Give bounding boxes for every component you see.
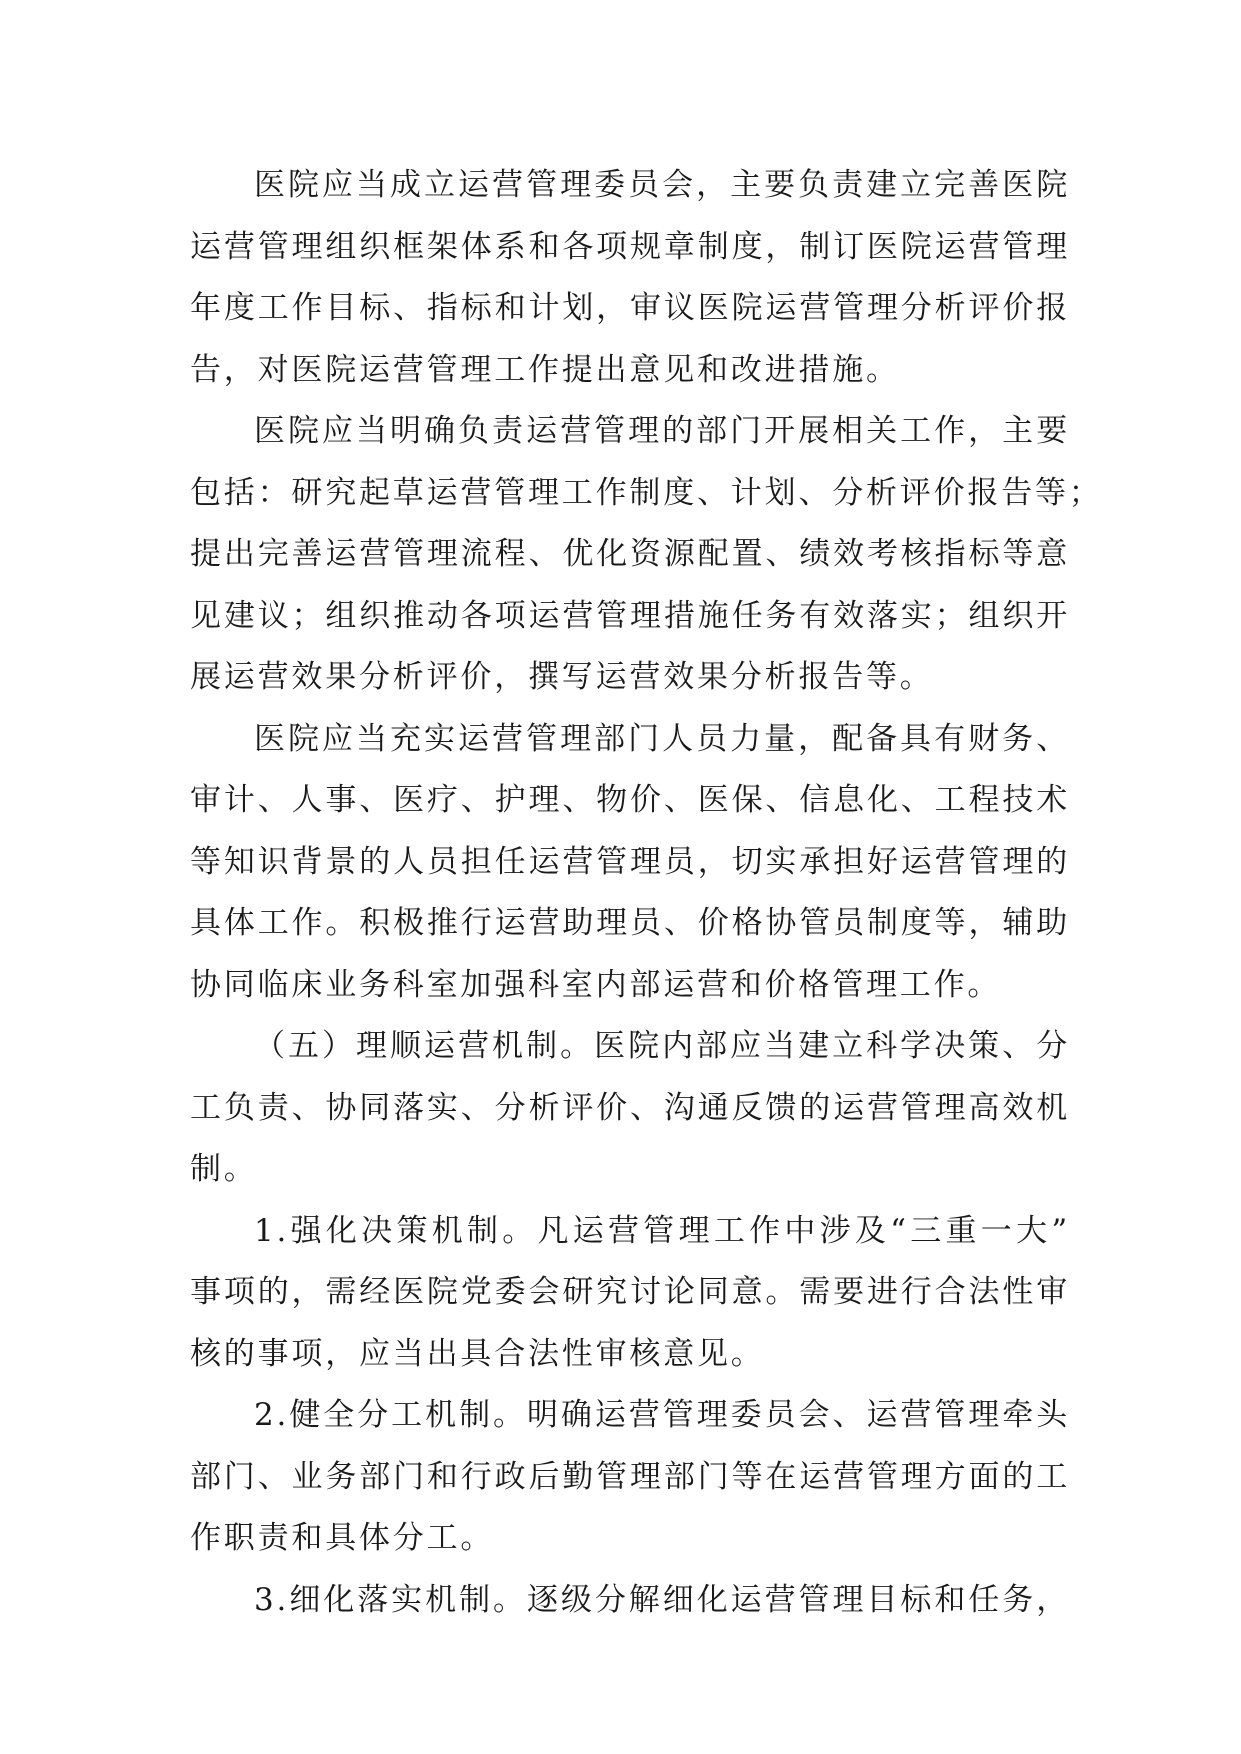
paragraph-implementation-mechanism [190,1570,1070,1632]
text-line: 核的事项，应当出具合法性审核意见。 [190,1335,765,1372]
paragraph-operations-committee [190,155,1070,401]
paragraph-staffing [190,709,1070,1017]
text-line: 工负责、协同落实、分析评价、沟通反馈的运营管理高效机 [190,1089,1070,1126]
text-line: 展运营效果分析评价，撰写运营效果分析报告等。 [190,659,934,695]
text-line: 协同临床业务科室加强科室内部运营和价格管理工作。 [190,966,1002,1003]
text-line: 见建议；组织推动各项运营管理措施任务有效落实；组织开 [190,597,1070,634]
text-line: 等知识背景的人员担任运营管理员，切实承担好运营管理的 [190,843,1070,880]
text-line: 3.细化落实机制。逐级分解细化运营管理目标和任务， [254,1581,1070,1618]
text-line: 医院应当成立运营管理委员会，主要负责建立完善医院 [254,167,1070,203]
paragraph-mechanism-heading [190,1016,1070,1201]
paragraph-division-mechanism [190,1385,1070,1570]
text-line: 年度工作目标、指标和计划，审议医院运营管理分析评价报 [190,290,1070,326]
document-body [190,155,1103,1631]
text-line: 制。 [190,1151,258,1187]
text-line: 事项的，需经医院党委会研究讨论同意。需要进行合法性审 [190,1274,1070,1310]
text-line: 作职责和具体分工。 [190,1520,495,1556]
text-line: 告，对医院运营管理工作提出意见和改进措施。 [190,351,900,388]
text-line: 2.健全分工机制。明确运营管理委员会、运营管理牵头 [254,1397,1070,1433]
text-line: 1.强化决策机制。凡运营管理工作中涉及“三重一大” [254,1212,1070,1249]
text-line: 医院应当明确负责运营管理的部门开展相关工作，主要 [254,413,1070,449]
text-line: 包括：研究起草运营管理工作制度、计划、分析评价报告等； [190,474,1103,511]
text-line: 医院应当充实运营管理部门人员力量，配备具有财务、 [254,720,1070,757]
text-line: 运营管理组织框架体系和各项规章制度，制订医院运营管理 [190,228,1070,265]
text-line: 提出完善运营管理流程、优化资源配置、绩效考核指标等意 [190,536,1070,572]
paragraph-decision-mechanism [190,1201,1070,1386]
text-line: 具体工作。积极推行运营助理员、价格协管员制度等，辅助 [190,905,1070,941]
text-line: 部门、业务部门和行政后勤管理部门等在运营管理方面的工 [190,1458,1070,1495]
paragraph-operations-department [190,401,1103,709]
text-line: （五）理顺运营机制。医院内部应当建立科学决策、分 [254,1028,1070,1064]
text-line: 审计、人事、医疗、护理、物价、医保、信息化、工程技术 [190,782,1070,818]
